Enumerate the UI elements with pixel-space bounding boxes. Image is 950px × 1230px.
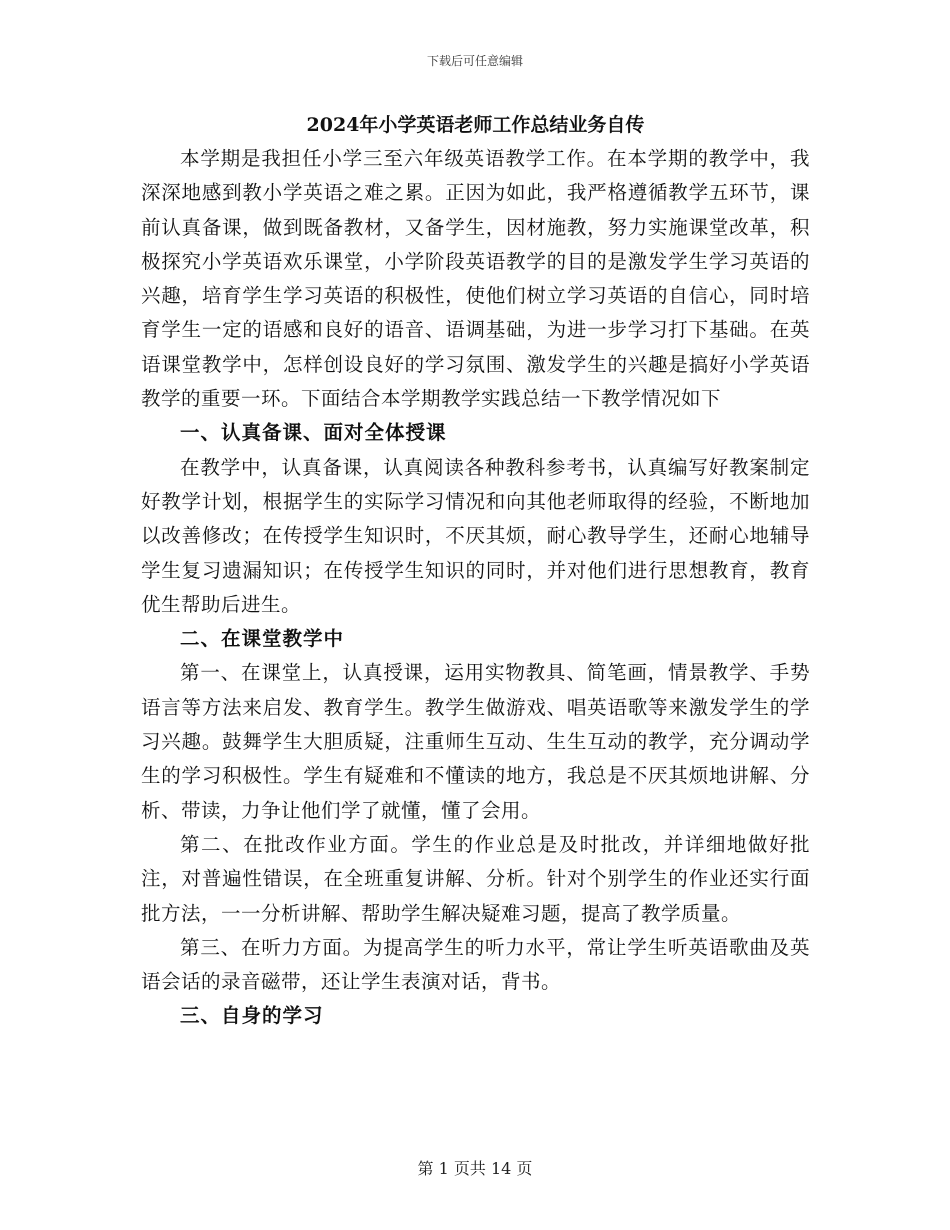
- page-number-footer: 第 1 页共 14 页: [417, 1159, 533, 1178]
- section-heading-3: 三、自身的学习: [180, 1004, 324, 1028]
- section-2-paragraph-3: 第三、在听力方面。为提高学生的听力水平，常让学生听英语歌曲及英语会话的录音磁带，还让学生表演对话，背书。: [141, 935, 810, 994]
- document-body: [141, 108, 810, 1034]
- section-2-paragraph-2: 第二、在批改作业方面。学生的作业总是及时批改，并详细地做好批注，对普遍性错误，在全班重复讲解、分析。针对个别学生的作业还实行面批方法，一一分析讲解、帮助学生解决疑难习题，提高了教学质量。: [141, 832, 810, 925]
- section-1-paragraph: 在教学中，认真备课，认真阅读各种教科参考书，认真编写好教案制定好教学计划，根据学生的实际学习情况和向其他老师取得的经验，不断地加以改善修改；在传授学生知识时，不厌其烦，耐心教导学生，还耐心地辅导学生复习遗漏知识；在传授学生知识的同时，并对他们进行思想教育，教育优生帮助后进生。: [141, 455, 810, 616]
- section-2-paragraph-1: 第一、在课堂上，认真授课，运用实物教具、简笔画，情景教学、手势语言等方法来启发、教育学生。教学生做游戏、唱英语歌等来激发学生的学习兴趣。鼓舞学生大胆质疑，注重师生互动、生生互动的教学，充分调动学生的学习积极性。学生有疑难和不懂读的地方，我总是不厌其烦地讲解、分析、带读，力争让他们学了就懂，懂了会用。: [141, 661, 810, 822]
- section-heading-2: 二、在课堂教学中: [180, 627, 345, 651]
- intro-paragraph: 本学期是我担任小学三至六年级英语教学工作。在本学期的教学中，我深深地感到教小学英语之难之累。正因为如此，我严格遵循教学五环节，课前认真备课，做到既备教材，又备学生，因材施教，努力实施课堂改革，积极探究小学英语欢乐课堂，小学阶段英语教学的目的是激发学生学习英语的兴趣，培育学生学习英语的积极性，使他们树立学习英语的自信心，同时培育学生一定的语感和良好的语音、语调基础，为进一步学习打下基础。在英语课堂教学中，怎样创设良好的学习氛围、激发学生的兴趣是搞好小学英语教学的重要一环。下面结合本学期教学实践总结一下教学情况如下: [141, 147, 810, 411]
- page-header-note: 下载后可任意编辑: [426, 54, 523, 68]
- section-heading-1: 一、认真备课、面对全体授课: [180, 421, 447, 445]
- document-title: 2024年小学英语老师工作总结业务自传: [306, 114, 645, 136]
